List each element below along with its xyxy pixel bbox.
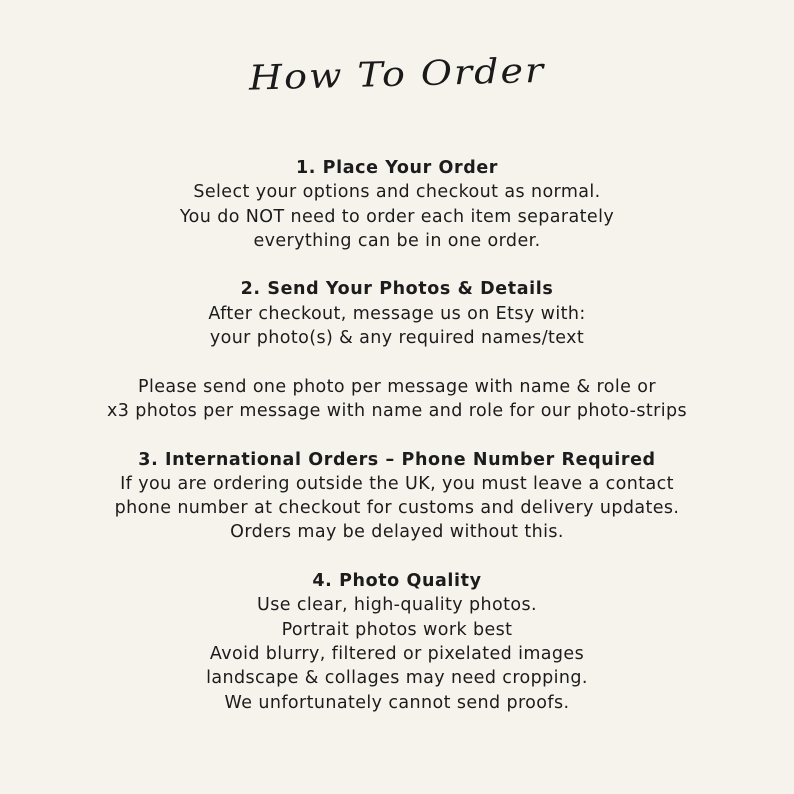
section-line: You do NOT need to order each item separately [179,206,615,227]
section-line: Please send one photo per message with name & role or [138,376,656,397]
section-line: We unfortunately cannot send proofs. [224,692,570,713]
instructions-content [0,156,794,715]
section-line: phone number at checkout for customs and delivery updates. [114,498,680,519]
spacer [0,253,794,277]
section-line: Avoid blurry, filtered or pixelated images [209,643,585,664]
section-line: Portrait photos work best [281,619,513,640]
section-line: landscape & collages may need cropping. [206,668,588,689]
section-line: Orders may be delayed without this. [230,522,564,543]
section-heading: 1. Place Your Order [295,158,499,178]
section-line: If you are ordering outside the UK, you must leave a contact [120,473,674,494]
section-heading: 2. Send Your Photos & Details [240,279,554,300]
section-line: Select your options and checkout as normal. [193,182,601,203]
page-title: How To Order [248,50,546,98]
spacer [0,350,794,374]
spacer [0,545,794,569]
spacer [0,423,794,447]
section-photo-quality [0,569,794,715]
section-line: After checkout, message us on Etsy with: [208,303,586,324]
section-place-order [0,156,794,253]
section-heading: 4. Photo Quality [312,571,482,592]
section-line: x3 photos per message with name and role for our photo-strips [106,400,688,421]
section-line: everything can be in one order. [253,230,541,251]
section-heading: 3. International Orders – Phone Number Required [138,449,656,470]
section-international-orders [0,448,794,545]
section-line: Use clear, high-quality photos. [256,595,537,616]
section-line: your photo(s) & any required names/text [209,328,585,349]
section-send-photos [0,277,794,423]
